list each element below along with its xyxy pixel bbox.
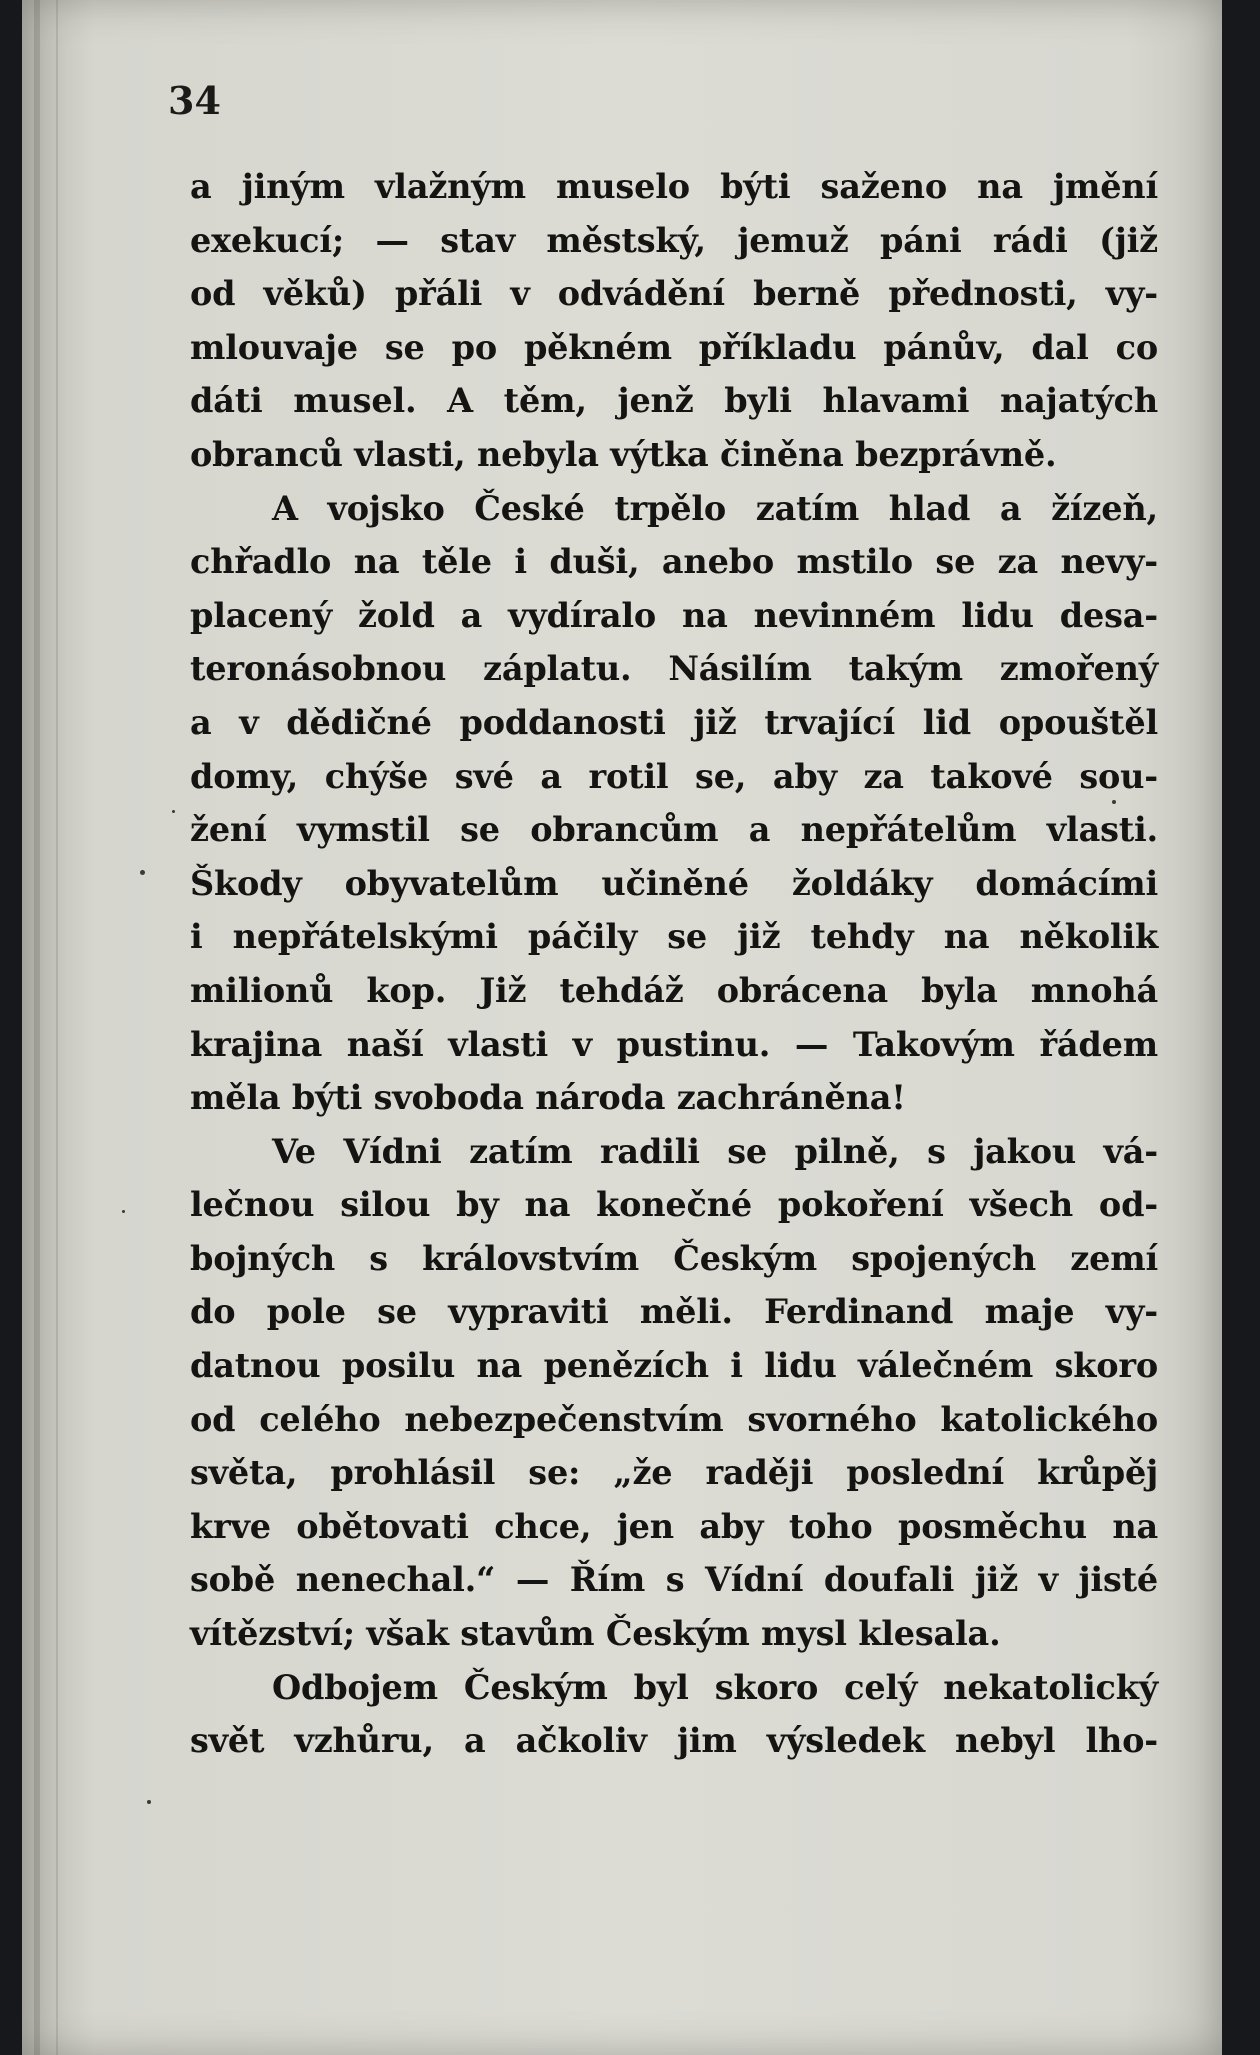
text-line: mlouvaje se po pěkném příkladu pánův, dal co: [190, 327, 1158, 367]
text-line: od věků) přáli v odvádění berně přednosti, vy-: [190, 274, 1158, 314]
text-line: milionů kop. Již tehdáž obrácena byla mnohá: [190, 970, 1158, 1010]
text-line: domy, chýše své a rotil se, aby za takové sou-: [190, 756, 1158, 796]
text-line: krajina naší vlasti v pustinu. — Takovým řádem: [190, 1024, 1158, 1064]
text-line: a jiným vlažným muselo býti saženo na jmění: [190, 167, 1158, 206]
text-line: i nepřátelskými páčily se již tehdy na několik: [190, 917, 1158, 957]
text-line: svět vzhůru, a ačkoliv jim výsledek nebyl lho-: [190, 1721, 1158, 1761]
text-line: měla býti svoboda národa zachráněna!: [190, 1078, 906, 1118]
text-line: sobě nenechal.“ — Řím s Vídní doufali již v jisté: [190, 1560, 1158, 1600]
text-line: teronásobnou záplatu. Násilím takým zmořený: [190, 649, 1158, 689]
text-line: žení vymstil se obrancům a nepřátelům vlasti.: [190, 810, 1158, 850]
text-line: Ve Vídni zatím radili se pilně, s jakou vá-: [272, 1131, 1158, 1171]
text-line: do pole se vypraviti měli. Ferdinand maje vy-: [190, 1292, 1158, 1332]
paper-speck: [172, 810, 175, 813]
text-line: lečnou silou by na konečné pokoření všech od-: [190, 1185, 1158, 1225]
text-line: bojných s královstvím Českým spojených zemí: [190, 1238, 1158, 1278]
text-line: krve obětovati chce, jen aby toho posměchu na: [190, 1506, 1158, 1546]
text-line: A vojsko České trpělo zatím hlad a žízeň,: [272, 488, 1158, 528]
paper-speck: [147, 1800, 151, 1804]
paper-speck: [140, 870, 145, 875]
text-line: placený žold a vydíralo na nevinném lidu desa-: [190, 595, 1158, 635]
text-line: obranců vlasti, nebyla výtka činěna bezprávně.: [190, 434, 1057, 474]
text-line: Odbojem Českým byl skoro celý nekatolický: [272, 1667, 1158, 1707]
text-line: chřadlo na těle i duši, anebo mstilo se za nevy-: [190, 542, 1158, 582]
paper-speck: [122, 1210, 125, 1213]
text-line: a v dědičné poddanosti již trvající lid opouštěl: [190, 702, 1158, 742]
text-line: exekucí; — stav městský, jemuž páni rádi (již: [190, 220, 1158, 260]
text-line: od celého nebezpečenstvím svorného katolického: [190, 1399, 1158, 1439]
body-text: [190, 160, 1158, 1768]
page-number: 34: [168, 78, 221, 123]
text-line: světa, prohlásil se: „že raději poslední krůpěj: [190, 1453, 1158, 1493]
text-line: Škody obyvatelům učiněné žoldáky domácími: [190, 863, 1158, 903]
text-line: vítězství; však stavům Českým mysl klesala.: [190, 1614, 1001, 1654]
text-line: dáti musel. A těm, jenž byli hlavami najatých: [190, 381, 1158, 421]
text-line: datnou posilu na penězích i lidu válečném skoro: [190, 1346, 1158, 1386]
